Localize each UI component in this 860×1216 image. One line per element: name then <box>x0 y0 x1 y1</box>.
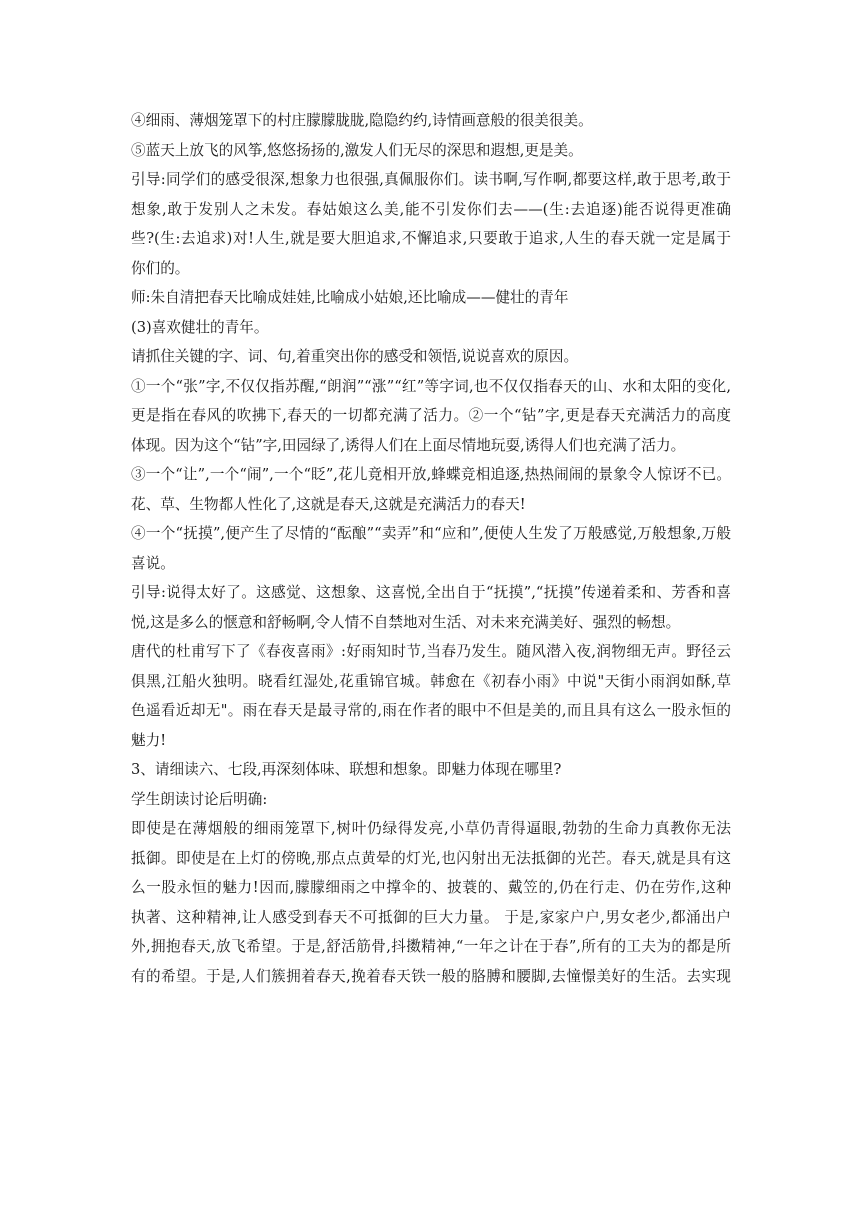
text-line: 更是指在春风的吹拂下,春天的一切都充满了活力。②一个“钻”字,更是春天充满活力的高度 <box>131 407 731 424</box>
text-line: (3)喜欢健壮的青年。 <box>131 318 269 336</box>
text-line: 想象,敢于发别人之未发。春姑娘这么美,能不引发你们去——(生:去追逐)能否说得更准确 <box>131 200 731 218</box>
text-line: 俱黑,江船火独明。晓看红湿处,花重锦官城。韩愈在《初春小雨》中说"天街小雨润如酥,草 <box>131 672 731 690</box>
text-line: 学生朗读讨论后明确: <box>131 790 268 808</box>
text-line: 些?(生:去追求)对!人生,就是要大胆追求,不懈追求,只要敢于追求,人生的春天就一定是属于 <box>131 230 731 247</box>
text-line: 外,拥抱春天,放飞希望。于是,舒活筋骨,抖擞精神,“一年之计在于春”,所有的工夫为的都是所 <box>131 938 731 955</box>
text-line: ④细雨、薄烟笼罩下的村庄朦朦胧胧,隐隐约约,诗情画意般的很美很美。 <box>131 112 593 129</box>
text-line: 你们的。 <box>131 259 190 277</box>
text-line: 3、请细读六、七段,再深刻体味、联想和想象。即魅力体现在哪里? <box>131 761 562 778</box>
text-line: 喜说。 <box>131 554 175 572</box>
text-line: 即使是在薄烟般的细雨笼罩下,树叶仍绿得发亮,小草仍青得逼眼,勃勃的生命力真教你无法 <box>131 820 731 837</box>
text-line: 引导:同学们的感受很深,想象力也很强,真佩服你们。读书啊,写作啊,都要这样,敢于思考,敢于 <box>131 171 731 188</box>
text-line: 引导:说得太好了。这感觉、这想象、这喜悦,全出自于“抚摸”,“抚摸”传递着柔和、芳香和喜 <box>131 584 731 601</box>
text-line: ④一个“抚摸”,便产生了尽情的“酝酿”“卖弄”和“应和”,便使人生发了万般感觉,万般想象,万般 <box>131 525 731 542</box>
document-body <box>131 106 731 991</box>
text-line: 魅力! <box>131 731 167 749</box>
text-line: 抵御。即使是在上灯的傍晚,那点点黄晕的灯光,也闪射出无法抵御的光芒。春天,就是具有这 <box>131 849 731 867</box>
text-line: ③一个“让”,一个“闹”,一个“眨”,花儿竟相开放,蜂蝶竞相追逐,热热闹闹的景象令人惊讶不已。 <box>131 466 731 483</box>
text-line: ⑤蓝天上放飞的风筝,悠悠扬扬的,激发人们无尽的深思和遐想,更是美。 <box>131 141 583 159</box>
text-line: 花、草、生物都人性化了,这就是春天,这就是充满活力的春天! <box>131 495 526 513</box>
text-line: 执著、这种精神,让人感受到春天不可抵御的巨大力量。 于是,家家户户,男女老少,都涌出户 <box>131 908 731 926</box>
text-line: 唐代的杜甫写下了《春夜喜雨》:好雨知时节,当春乃发生。随风潜入夜,润物细无声。野径云 <box>131 643 731 660</box>
text-line: 请抓住关键的字、词、句,着重突出你的感受和领悟,说说喜欢的原因。 <box>131 348 579 365</box>
text-line: 体现。因为这个“钻”字,田园绿了,诱得人们在上面尽情地玩耍,诱得人们也充满了活力。 <box>131 436 686 454</box>
text-line: 悦,这是多么的惬意和舒畅啊,令人情不自禁地对生活、对未来充满美好、强烈的畅想。 <box>131 613 681 631</box>
text-line: 么一股永恒的魅力!因而,朦朦细雨之中撑伞的、披蓑的、戴笠的,仍在行走、仍在劳作,这种 <box>131 879 731 896</box>
text-line: ①一个“张”字,不仅仅指苏醒,“朗润”“涨”“红”等字词,也不仅仅指春天的山、水和太阳的变化, <box>131 377 731 395</box>
text-line: 有的希望。于是,人们簇拥着春天,挽着春天铁一般的胳膊和腰脚,去憧憬美好的生活。去实现 <box>131 967 731 985</box>
text-line: 师:朱自清把春天比喻成娃娃,比喻成小姑娘,还比喻成——健壮的青年 <box>131 289 569 306</box>
text-line: 色遥看近却无"。雨在春天是最寻常的,雨在作者的眼中不但是美的,而且具有这么一股永恒的 <box>131 702 731 719</box>
